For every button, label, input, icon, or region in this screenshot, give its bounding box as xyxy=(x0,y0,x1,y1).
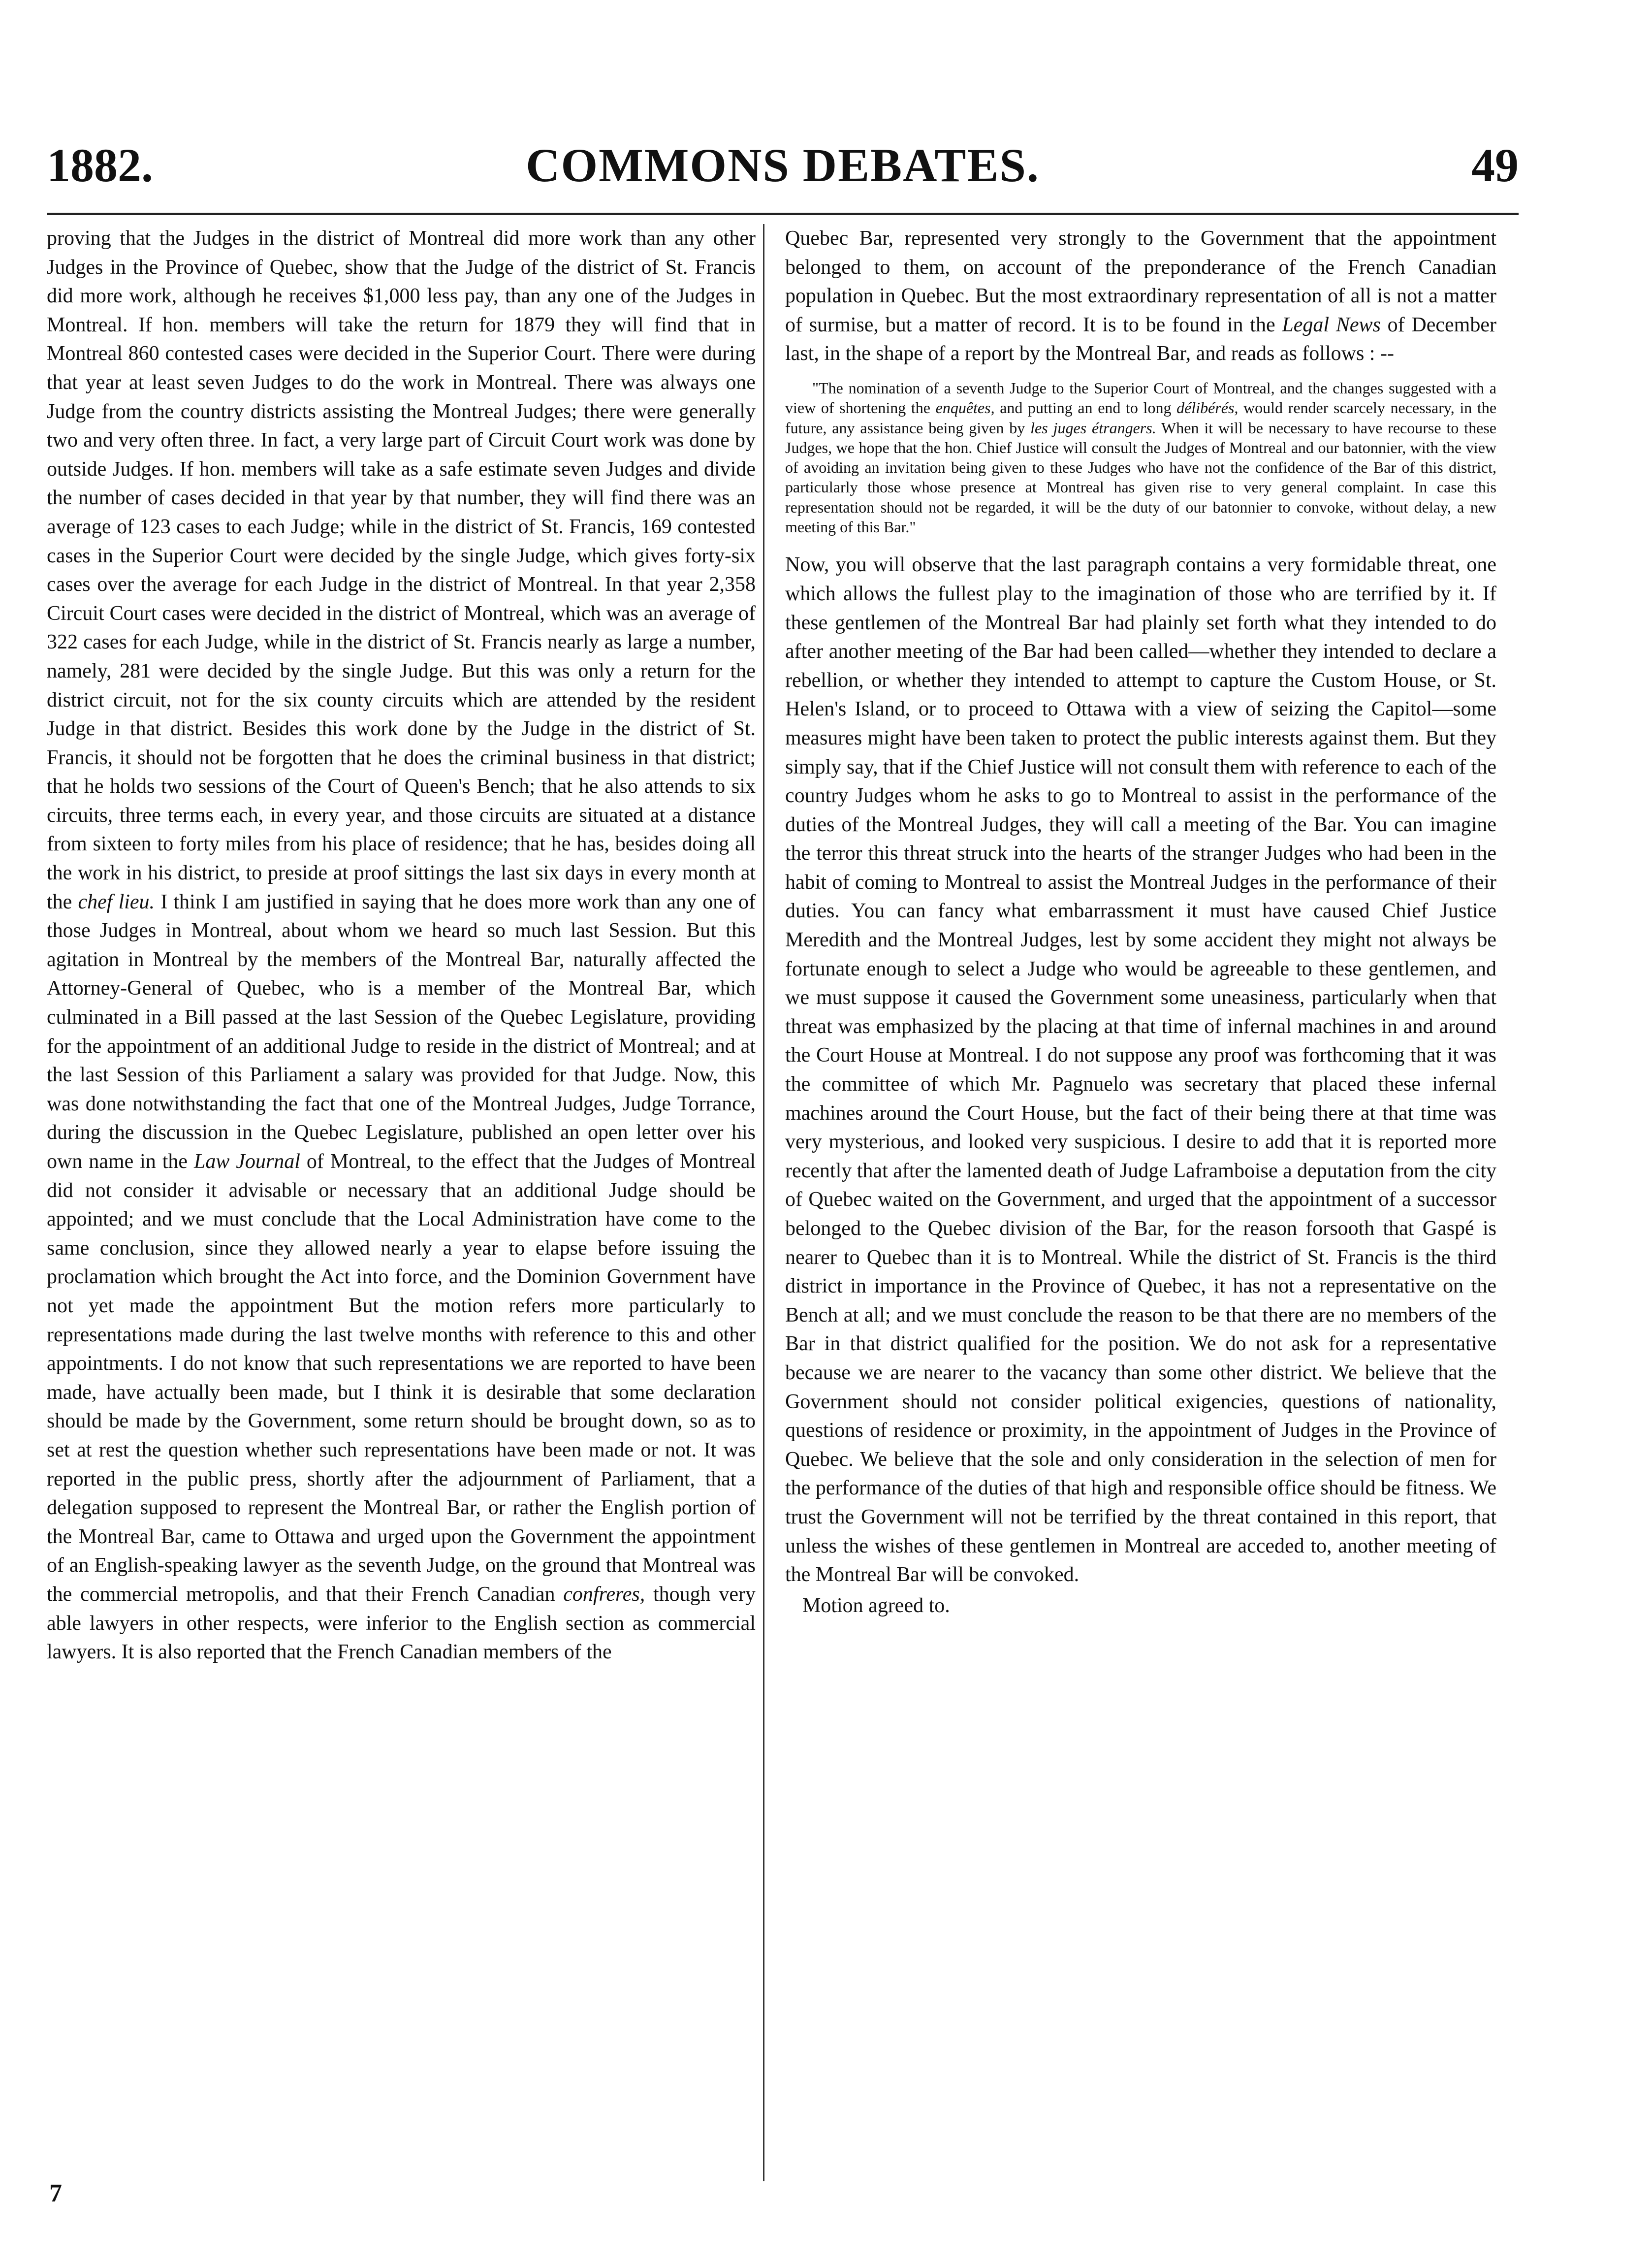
left-text-1: proving that the Judges in the district of Montreal did more work than any other Judges in the Province of Quebec, show that the Judge of the district of St. Francis did more work, although he receives $1,000 less pay, than any one of the Judges in Montreal. If hon. members will take the return for 1879 they will find that in Montreal 860 contested cases were decided in the Superior Court. There were during that year at least seven Judges to do the work in Montreal. There was always one Judge from the country districts assisting the Montreal Judges; there were generally two and very often three. In fact, a very large part of Circuit Court work was done by outside Judges. If hon. members will take as a safe estimate seven Judges and divide the number of cases decided in that year by that number, they will find there was an average of 123 cases to each Judge; while in the district of St. Francis, 169 contested cases in the Superior Court were decided by the single Judge, which gives forty-six cases over the average for each Judge in the district of Montreal. In that year 2,358 Circuit Court cases were decided in the district of Montreal, which was an average of 322 cases for each Judge, while in the district of St. Francis nearly as large a number, namely, 281 were decided by the single Judge. But this was only a return for the district circuit, not for the six county circuits which are attended by the resident Judge in that district. Besides this work done by the Judge in the district of St. Francis, it should not be forgotten that he does the criminal business in that district; that he holds two sessions of the Court of Queen's Bench; that he also attends to six circuits, three terms each, in every year, and those circuits are situated at a distance from sixteen to forty miles from his place of residence; that he has, besides doing all the work in his district, to preside at proof sittings the last six days in every month at the xyxy=(47,227,756,913)
left-text-4: though very able lawyers in other respects, were inferior to the English section as commercial lawyers. It is also reported that the French Canadian members of the xyxy=(47,1583,756,1664)
signature-mark: 7 xyxy=(49,2179,62,2207)
header-title: COMMONS DEBATES. xyxy=(526,139,1040,192)
right-column xyxy=(785,224,1496,2179)
page-header xyxy=(47,138,1519,202)
quote-text-a: "The nomination of a seventh Judge to the Superior Court of Montreal, and the changes suggested with a view of shortening the xyxy=(785,379,1496,417)
header-rule xyxy=(47,213,1519,215)
left-text-2: I think I am justified in saying that he does more work than any one of those Judges in Montreal, about whom we heard so much last Session. But this agitation in Montreal by the members of the Montreal Bar, naturally affected the Attorney-General of Quebec, who is a member of the Montreal Bar, which culminated in a Bill passed at the last Session of the Quebec Legislature, providing for the appointment of an additional Judge to reside in the district of Montreal; and at the last Session of this Parliament a salary was provided for that Judge. Now, this was done notwithstanding the fact that one of the Montreal Judges, Judge Torrance, during the discussion in the Quebec Legislature, published an open letter over his own name in the xyxy=(47,890,756,1173)
left-italic-confreres: confreres, xyxy=(563,1583,645,1606)
header-page-number: 49 xyxy=(1471,139,1519,192)
right-italic-legal-news: Legal News xyxy=(1282,313,1381,336)
right-text-1: Quebec Bar, represented very strongly to the Government that the appointment belonged to them, on account of the preponderance of the French Canadian population in Quebec. But the most extraordinary representation of all is not a matter of surmise, but a matter of record. It is to be found in the xyxy=(785,227,1496,336)
quote-text-b: and putting an end to long xyxy=(994,399,1177,417)
header-year: 1882. xyxy=(47,139,153,192)
bar-report-quote xyxy=(785,378,1496,537)
quote-text-d: When it will be necessary to have recourse to these Judges, we hope that the hon. Chief Justice will consult the Judges of Montreal and our batonnier, with the view of avoiding an invitation being given to these Judges who have not the confidence of the Bar of this district, particularly those whose presence at Montreal has given rise to very general complaint. In case this representation should not be regarded, it will be the duty of our batonnier to convoke, without delay, a new meeting of this Bar." xyxy=(785,419,1496,536)
left-column xyxy=(47,224,756,2179)
quote-text-c: would render scarcely necessary, in the future, any assistance being given by xyxy=(785,399,1496,437)
right-paragraph-1 xyxy=(785,224,1496,368)
quote-italic-juges: les juges étrangers. xyxy=(1030,419,1156,437)
right-paragraph-2: Now, you will observe that the last paragraph contains a very formidable threat, one which allows the fullest play to the imagination of those who are terrified by it. If these gentlemen of the Montreal Bar had plainly set forth what they intended to do after another meeting of the Bar had been called—whether they intended to declare a rebellion, or whether they intended to attempt to capture the Custom House, or St. Helen's Island, or to proceed to Ottawa with a view of seizing the Capitol—some measures might have been taken to protect the public interests against them. But they simply say, that if the Chief Justice will not consult them with reference to each of the country Judges whom he asks to go to Montreal to assist in the performance of the duties of the Montreal Judges, they will call a meeting of the Bar. You can imagine the terror this threat struck into the hearts of the stranger Judges who had been in the habit of coming to Montreal to assist the Montreal Judges in the performance of their duties. You can fancy what embarrassment it must have caused Chief Justice Meredith and the Montreal Judges, lest by some accident they might not always be fortunate enough to select a Judge who would be agreeable to these gentlemen, and we must suppose it caused the Government some uneasiness, particularly when that threat was emphasized by the placing at that time of infernal machines in and around the Court House at Montreal. I do not suppose any proof was forthcoming that it was the committee of which Mr. Pagnuelo was secretary that placed these infernal machines around the Court House, but the fact of their being there at that time was very mysterious, and looked very suspicious. I desire to add that it is reported more recently that after the lamented death of Judge Laframboise a deputation from the city of Quebec waited on the Government, and urged that the appointment of a successor belonged to the Quebec division of the Bar, for the reason forsooth that Gaspé is nearer to Quebec than it is to Montreal. While the district of St. Francis is the third district in importance in the Province of Quebec, it has not a representative on the Bench at all; and we must conclude the reason to be that there are no members of the Bar in that district qualified for the position. We do not ask for a representative because we are nearer to the vacancy than some other district. We believe that the Government should not consider political exigencies, questions of nationality, questions of residence or proximity, in the appointment of Judges in the Province of Quebec. We believe that the sole and only consideration in the selection of men for the performance of the duties of that high and responsible office should be fitness. We trust the Government will not be terrified by the threat contained in this report, that unless the wishes of these gentlemen in Montreal are acceded to, another meeting of the Montreal Bar will be convoked. xyxy=(785,553,1496,1586)
quote-italic-deliberes: délibérés, xyxy=(1176,399,1239,417)
motion-result: Motion agreed to. xyxy=(802,1594,950,1617)
left-italic-chef-lieu: chef lieu. xyxy=(78,890,155,913)
left-paragraph xyxy=(47,224,756,1667)
quote-italic-enquetes: enquêtes, xyxy=(935,399,995,417)
left-italic-law-journal: Law Journal xyxy=(193,1150,300,1173)
right-text-2: of December last, in the shape of a report by the Montreal Bar, and reads as follows : -- xyxy=(785,313,1496,365)
column-divider xyxy=(763,224,764,2181)
left-text-3: of Montreal, to the effect that the Judges of Montreal did not consider it advisable or necessary that an additional Judge should be appointed; and we must conclude that the Local Administration have come to the same conclusion, since they allowed nearly a year to elapse before issuing the proclamation which brought the Act into force, and the Dominion Government have not yet made the appointment But the motion refers more particularly to representations made during the last twelve months with reference to this and other appointments. I do not know that such representations we are reported to have been made, have actually been made, but I think it is desirable that some declaration should be made by the Government, some return should be brought down, so as to set at rest the question whether such representations have been made or not. It was reported in the public press, shortly after the adjournment of Parliament, that a delegation supposed to represent the Montreal Bar, or rather the English portion of the Montreal Bar, came to Ottawa and urged upon the Government the appointment of an English-speaking lawyer as the seventh Judge, on the ground that Montreal was the commercial metropolis, and that their French Canadian xyxy=(47,1150,756,1606)
